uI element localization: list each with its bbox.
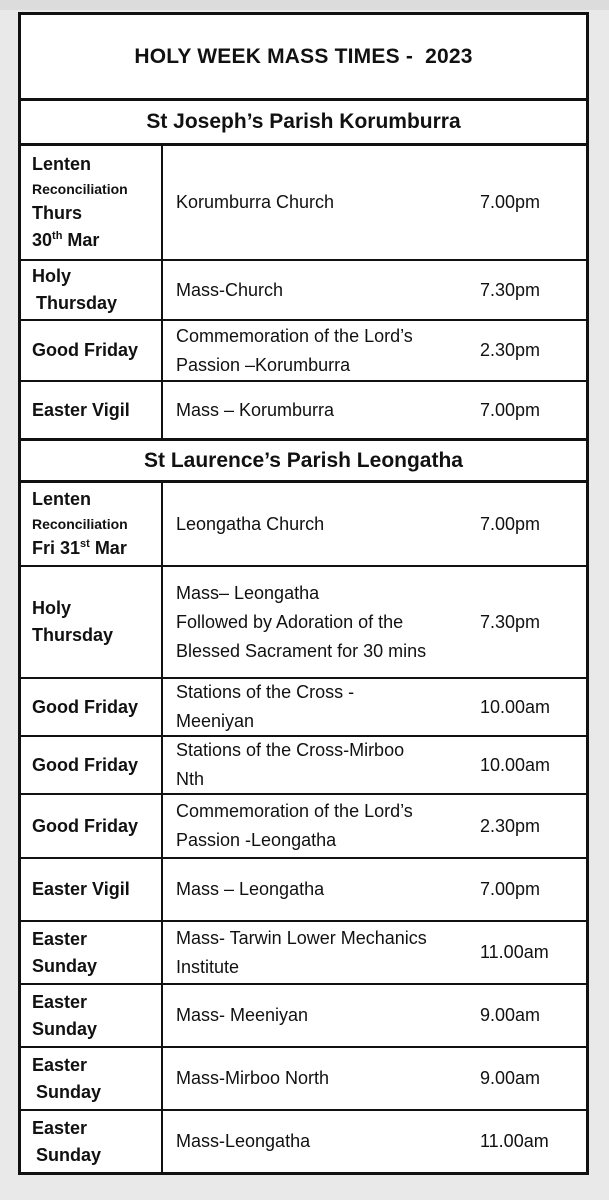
detail-cell xyxy=(163,679,463,735)
time-cell: 7.00pm xyxy=(480,192,541,212)
day-line: Good Friday xyxy=(32,696,139,717)
detail-line: Followed by Adoration of the xyxy=(176,611,404,632)
day-line: Lenten xyxy=(32,489,92,509)
detail-line: Mass– Leongatha xyxy=(176,582,320,603)
detail-line: Mass- Tarwin Lower Mechanics xyxy=(176,927,427,948)
time-cell: 9.00am xyxy=(480,1068,541,1088)
time-cell: 2.30pm xyxy=(480,340,541,360)
detail-line: Korumburra Church xyxy=(176,192,335,212)
time-cell: 7.00pm xyxy=(480,879,541,899)
detail-line: Mass – Korumburra xyxy=(176,399,335,420)
table-row xyxy=(21,382,586,441)
table-row xyxy=(21,567,586,679)
detail-line: Nth xyxy=(176,769,205,789)
detail-line: Blessed Sacrament for 30 mins xyxy=(176,640,427,661)
time-cell: 7.00pm xyxy=(480,399,541,420)
day-line: Thurs xyxy=(32,203,83,223)
table-row xyxy=(21,1048,586,1111)
detail-cell xyxy=(163,1048,463,1109)
table-row xyxy=(21,922,586,985)
day-cell xyxy=(21,1111,163,1172)
day-cell xyxy=(21,795,163,857)
time-cell: 9.00am xyxy=(480,1005,541,1025)
day-line: Easter xyxy=(32,1117,88,1138)
parish-heading-leongatha: St Laurence’s Parish Leongatha xyxy=(21,441,586,483)
day-cell xyxy=(21,859,163,920)
day-cell xyxy=(21,567,163,677)
detail-cell xyxy=(163,922,463,983)
detail-cell xyxy=(163,567,463,677)
table-row xyxy=(21,859,586,922)
time-cell: 11.00am xyxy=(480,1131,549,1151)
detail-line: Mass-Mirboo North xyxy=(176,1068,330,1088)
day-line: Holy xyxy=(32,266,72,286)
day-line: Sunday xyxy=(32,955,98,976)
day-cell xyxy=(21,261,163,319)
detail-line: Mass-Leongatha xyxy=(176,1131,311,1151)
day-line: Holy xyxy=(32,598,72,618)
detail-line: Mass- Meeniyan xyxy=(176,1005,309,1025)
detail-line: Commemoration of the Lord’s xyxy=(176,801,413,821)
detail-line: Passion -Leongatha xyxy=(176,830,337,850)
time-cell: 2.30pm xyxy=(480,815,541,836)
day-line: Easter xyxy=(32,928,88,949)
detail-cell xyxy=(163,985,463,1046)
detail-line: Passion –Korumburra xyxy=(176,354,351,375)
table-row xyxy=(21,679,586,737)
time-cell: 11.00am xyxy=(480,942,549,962)
detail-cell xyxy=(163,261,463,319)
day-line: Reconciliation xyxy=(32,516,128,532)
day-line: Sunday xyxy=(36,1081,102,1102)
day-line: Lenten xyxy=(32,154,92,174)
day-line: Easter Vigil xyxy=(32,399,130,420)
day-line: Sunday xyxy=(32,1018,98,1039)
top-bar xyxy=(0,0,609,10)
page-title: HOLY WEEK MASS TIMES - 2023 xyxy=(21,15,586,101)
detail-line: Commemoration of the Lord’s xyxy=(176,325,413,346)
day-cell xyxy=(21,483,163,565)
detail-line: Stations of the Cross-Mirboo xyxy=(176,740,405,760)
day-cell xyxy=(21,985,163,1046)
time-cell: 10.00am xyxy=(480,696,551,717)
time-cell: 7.00pm xyxy=(480,513,541,534)
detail-line: Mass – Leongatha xyxy=(176,879,325,899)
detail-cell xyxy=(163,382,463,438)
day-line: Easter xyxy=(32,991,88,1012)
detail-cell xyxy=(163,146,463,259)
detail-line: Leongatha Church xyxy=(176,513,325,534)
day-cell xyxy=(21,382,163,438)
day-line: Sunday xyxy=(36,1144,102,1165)
day-cell xyxy=(21,737,163,793)
day-line: Thursday xyxy=(32,625,114,645)
day-cell xyxy=(21,679,163,735)
table-row xyxy=(21,985,586,1048)
detail-line: Stations of the Cross - xyxy=(176,682,355,702)
day-line: Easter Vigil xyxy=(32,879,130,899)
table-row xyxy=(21,737,586,795)
day-line: Good Friday xyxy=(32,754,139,775)
day-line: Good Friday xyxy=(32,815,139,836)
day-line: Thursday xyxy=(36,293,118,313)
day-cell xyxy=(21,146,163,259)
day-cell xyxy=(21,922,163,983)
table-row xyxy=(21,261,586,321)
day-line: Good Friday xyxy=(32,340,139,360)
detail-line: Mass-Church xyxy=(176,279,284,300)
table-row xyxy=(21,1111,586,1172)
day-line: Reconciliation xyxy=(32,181,128,197)
day-cell xyxy=(21,1048,163,1109)
day-line: Easter xyxy=(32,1054,88,1075)
time-cell: 7.30pm xyxy=(480,279,541,300)
detail-cell xyxy=(163,483,463,565)
detail-cell xyxy=(163,737,463,793)
table-row xyxy=(21,146,586,261)
detail-cell xyxy=(163,321,463,380)
detail-cell xyxy=(163,859,463,920)
mass-times-sheet xyxy=(18,12,589,1175)
detail-cell xyxy=(163,1111,463,1172)
detail-line: Institute xyxy=(176,956,240,977)
page-bottom-margin xyxy=(18,1175,589,1200)
detail-line: Meeniyan xyxy=(176,711,255,731)
day-line-date: 30th Mar xyxy=(32,230,100,250)
time-cell: 10.00am xyxy=(480,754,551,775)
table-row xyxy=(21,321,586,382)
table-row xyxy=(21,795,586,859)
detail-cell xyxy=(163,795,463,857)
day-line-date: Fri 31st Mar xyxy=(32,538,127,558)
day-cell xyxy=(21,321,163,380)
time-cell: 7.30pm xyxy=(480,611,541,632)
parish-heading-korumburra: St Joseph’s Parish Korumburra xyxy=(21,101,586,146)
table-row xyxy=(21,483,586,567)
